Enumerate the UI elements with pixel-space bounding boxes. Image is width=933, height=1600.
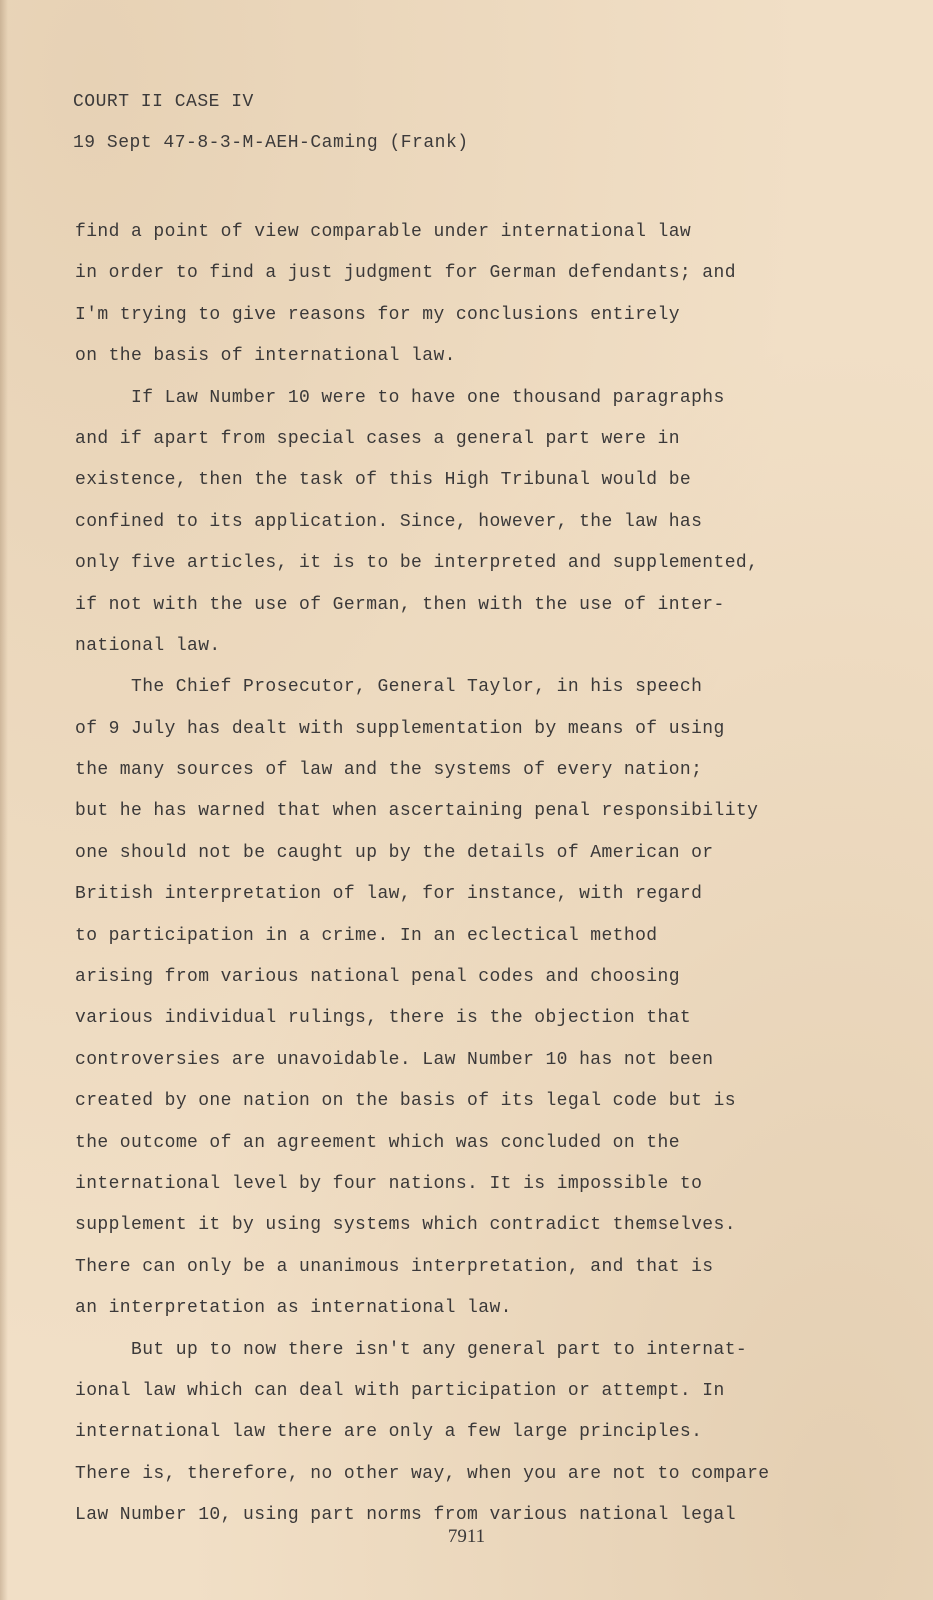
text-line: find a point of view comparable under international law	[75, 222, 692, 242]
text-line: There is, therefore, no other way, when you are not to compare	[75, 1463, 770, 1484]
transcript-body	[75, 212, 855, 1537]
text-line: on the basis of international law.	[75, 346, 456, 367]
paragraph-start-line: The Chief Prosecutor, General Taylor, in his speech	[131, 677, 703, 698]
text-line: arising from various national penal codes and choosing	[75, 967, 680, 988]
text-line: various individual rulings, there is the objection that	[75, 1008, 692, 1029]
text-line: one should not be caught up by the details of American or	[75, 842, 714, 863]
page-left-edge	[0, 0, 8, 1600]
text-line: the many sources of law and the systems of every nation;	[75, 760, 703, 781]
text-line: international law there are only a few large principles.	[75, 1422, 703, 1443]
text-line: supplement it by using systems which contradict themselves.	[75, 1215, 736, 1236]
text-line: created by one nation on the basis of its legal code but is	[75, 1091, 736, 1112]
page-number: 7911	[447, 1526, 486, 1547]
transcript-reference: 19 Sept 47-8-3-M-AEH-Caming (Frank)	[73, 133, 469, 153]
text-line: There can only be a unanimous interpretation, and that is	[75, 1256, 714, 1277]
text-line: in order to find a just judgment for German defendants; and	[75, 263, 736, 284]
text-line: ional law which can deal with participation or attempt. In	[75, 1380, 725, 1401]
court-case-header: COURT II CASE IV	[73, 92, 254, 112]
text-line: to participation in a crime. In an eclectical method	[75, 925, 658, 946]
text-line: but he has warned that when ascertaining penal responsibility	[75, 801, 759, 822]
text-line: only five articles, it is to be interpreted and supplemented,	[75, 553, 759, 574]
paragraph-start-line: But up to now there isn't any general part to internat-	[131, 1339, 748, 1360]
text-line: controversies are unavoidable. Law Number 10 has not been	[75, 1049, 714, 1070]
text-line: an interpretation as international law.	[75, 1298, 512, 1319]
text-line: national law.	[75, 635, 221, 656]
paragraph-start-line: If Law Number 10 were to have one thousand paragraphs	[131, 387, 725, 408]
text-line: international level by four nations. It is impossible to	[75, 1173, 703, 1194]
text-line: of 9 July has dealt with supplementation by means of using	[75, 718, 725, 739]
text-line: and if apart from special cases a general part were in	[75, 428, 680, 449]
text-line: British interpretation of law, for instance, with regard	[75, 884, 703, 905]
text-line: confined to its application. Since, however, the law has	[75, 511, 703, 532]
text-line: the outcome of an agreement which was concluded on the	[75, 1132, 680, 1153]
text-line: Law Number 10, using part norms from various national legal	[75, 1505, 736, 1526]
text-line: existence, then the task of this High Tribunal would be	[75, 470, 692, 491]
text-line: if not with the use of German, then with the use of inter-	[75, 594, 725, 615]
text-line: I'm trying to give reasons for my conclusions entirely	[75, 304, 680, 325]
